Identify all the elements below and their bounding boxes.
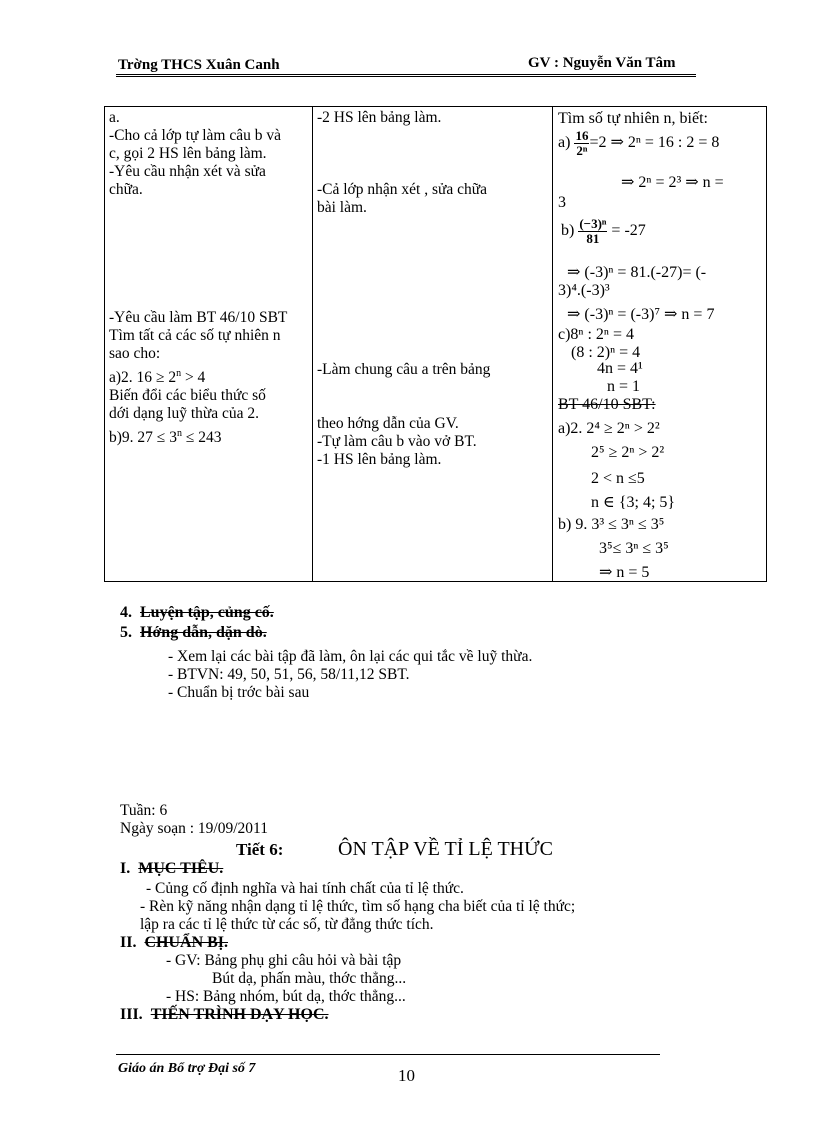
- col2-line: -2 HS lên bảng làm.: [317, 109, 442, 126]
- objective-item: - Rèn kỹ năng nhận dạng tỉ lệ thức, tìm số hạng cha biết của tỉ lệ thức;: [140, 898, 576, 915]
- header-rule: [116, 74, 696, 75]
- teacher-activity-column: [105, 107, 313, 582]
- col2-line: -Cả lớp nhận xét , sửa chữa: [317, 181, 488, 198]
- col3-line: ⇒ 2ⁿ = 2³ ⇒ n =: [621, 174, 724, 191]
- content-column: [553, 107, 767, 582]
- col3-line: 2 < n ≤5: [591, 470, 645, 487]
- section-2: II. CHUẨN BỊ.: [120, 934, 229, 951]
- col3-line: 4n = 4¹: [597, 360, 643, 377]
- section-5: 5. Hớng dẫn, dặn dò.: [120, 624, 267, 641]
- page-number: 10: [398, 1066, 415, 1085]
- col3-line: a)2. 2⁴ ≥ 2ⁿ > 2²: [558, 420, 660, 437]
- objective-item: - Củng cố định nghĩa và hai tính chất của tỉ lệ thức.: [146, 880, 464, 897]
- col1-exercise-a: a)2. $16 \ge 2^n > 4$: [109, 367, 206, 386]
- col3-bt-title: BT 46/10 SBT:: [558, 396, 656, 413]
- col3-line: ⇒ (-3)ⁿ = 81.(-27)= (-: [567, 264, 707, 281]
- col1-line: -Cho cả lớp tự làm câu b và: [109, 127, 281, 144]
- homework-item: - Xem lại các bài tập đã làm, ôn lại các qui tắc về luỹ thừa.: [168, 648, 533, 665]
- col1-line: sao cho:: [109, 345, 161, 362]
- col2-line: -Làm chung câu a trên bảng: [317, 361, 491, 378]
- lesson-table: [104, 106, 767, 582]
- col3-line: n = 1: [607, 378, 641, 395]
- date-label: Ngày soạn : 19/09/2011: [120, 820, 268, 837]
- col2-line: -Tự làm câu b vào vở BT.: [317, 433, 477, 450]
- col3-line: b) 9. 3³ ≤ 3ⁿ ≤ 3⁵: [558, 516, 665, 533]
- homework-item: - BTVN: 49, 50, 51, 56, 58/11,12 SBT.: [168, 666, 410, 683]
- student-activity-column: [313, 107, 553, 582]
- lesson-title: ÔN TẬP VỀ TỈ LỆ THỨC: [338, 838, 553, 860]
- col3-part-a: a) $\frac{16}{\text{2ⁿ}}$ =2 ⇒ 2ⁿ = 16 : 2 = 8: [558, 128, 720, 158]
- fraction: $\frac{\text{(−3)ⁿ}}{81}$: [579, 216, 607, 246]
- col3-line: 3: [558, 194, 566, 211]
- col3-line: 3)⁴.(-3)³: [558, 282, 610, 299]
- header-school: Trờng THCS Xuân Canh: [118, 57, 280, 73]
- col2-line: -1 HS lên bảng làm.: [317, 451, 442, 468]
- footer-rule: [116, 1054, 660, 1055]
- col1-line: a.: [109, 109, 120, 126]
- col1-line: chữa.: [109, 181, 143, 198]
- col3-line: n ∈ {3; 4; 5}: [591, 494, 676, 511]
- fraction: $\frac{16}{\text{2ⁿ}}$: [575, 128, 589, 158]
- homework-item: - Chuẩn bị trớc bài sau: [168, 684, 310, 701]
- col1-line: Tìm tất cả các số tự nhiên n: [109, 327, 281, 344]
- objective-item: lập ra các tỉ lệ thức từ các số, từ đẳng thức tích.: [140, 916, 434, 933]
- col1-line: Biến đổi các biểu thức số: [109, 387, 266, 404]
- preparation-item: - HS: Bảng nhóm, bút dạ, thớc thẳng...: [166, 988, 406, 1005]
- col2-line: theo hớng dẫn của GV.: [317, 415, 459, 432]
- col3-part-b: b) $\frac{\text{(−3)ⁿ}}{81}$ = -27: [561, 216, 646, 246]
- col3-line: 2⁵ ≥ 2ⁿ > 2²: [591, 444, 665, 461]
- col1-line: dới dạng luỹ thừa của 2.: [109, 405, 260, 422]
- col1-line: -Yêu cầu nhận xét và sửa: [109, 163, 266, 180]
- week-label: Tuần: 6: [120, 802, 168, 819]
- footer-book-title: Giáo án Bổ trợ Đại số 7: [118, 1061, 256, 1076]
- period-label: Tiết 6:: [236, 840, 284, 859]
- col3-line: ⇒ (-3)ⁿ = (-3)⁷ ⇒ n = 7: [567, 306, 715, 323]
- col3-title: Tìm số tự nhiên n, biết:: [558, 110, 708, 127]
- col3-line: 3⁵≤ 3ⁿ ≤ 3⁵: [599, 540, 669, 557]
- col1-line: c, gọi 2 HS lên bảng làm.: [109, 145, 267, 162]
- col3-line: c)8ⁿ : 2ⁿ = 4: [558, 326, 634, 343]
- col2-line: bài làm.: [317, 199, 367, 216]
- col1-line: -Yêu cầu làm BT 46/10 SBT: [109, 309, 288, 326]
- preparation-item: Bút dạ, phấn màu, thớc thẳng...: [212, 970, 407, 987]
- col1-exercise-b: b)9. $27 \le 3^n \le 243$: [109, 427, 222, 446]
- header-teacher: GV : Nguyễn Văn Tâm: [528, 55, 676, 71]
- section-1: I. MỤC TIÊU.: [120, 860, 224, 877]
- col3-line: ⇒ n = 5: [599, 564, 650, 581]
- col3-line: (8 : 2)ⁿ = 4: [571, 344, 641, 361]
- section-3: III. TIẾN TRÌNH DẠY HỌC.: [120, 1006, 329, 1023]
- header-rule-2: [116, 76, 696, 77]
- preparation-item: - GV: Bảng phụ ghi câu hỏi và bài tập: [166, 952, 402, 969]
- section-4: 4. Luyện tập, củng cố.: [120, 604, 274, 621]
